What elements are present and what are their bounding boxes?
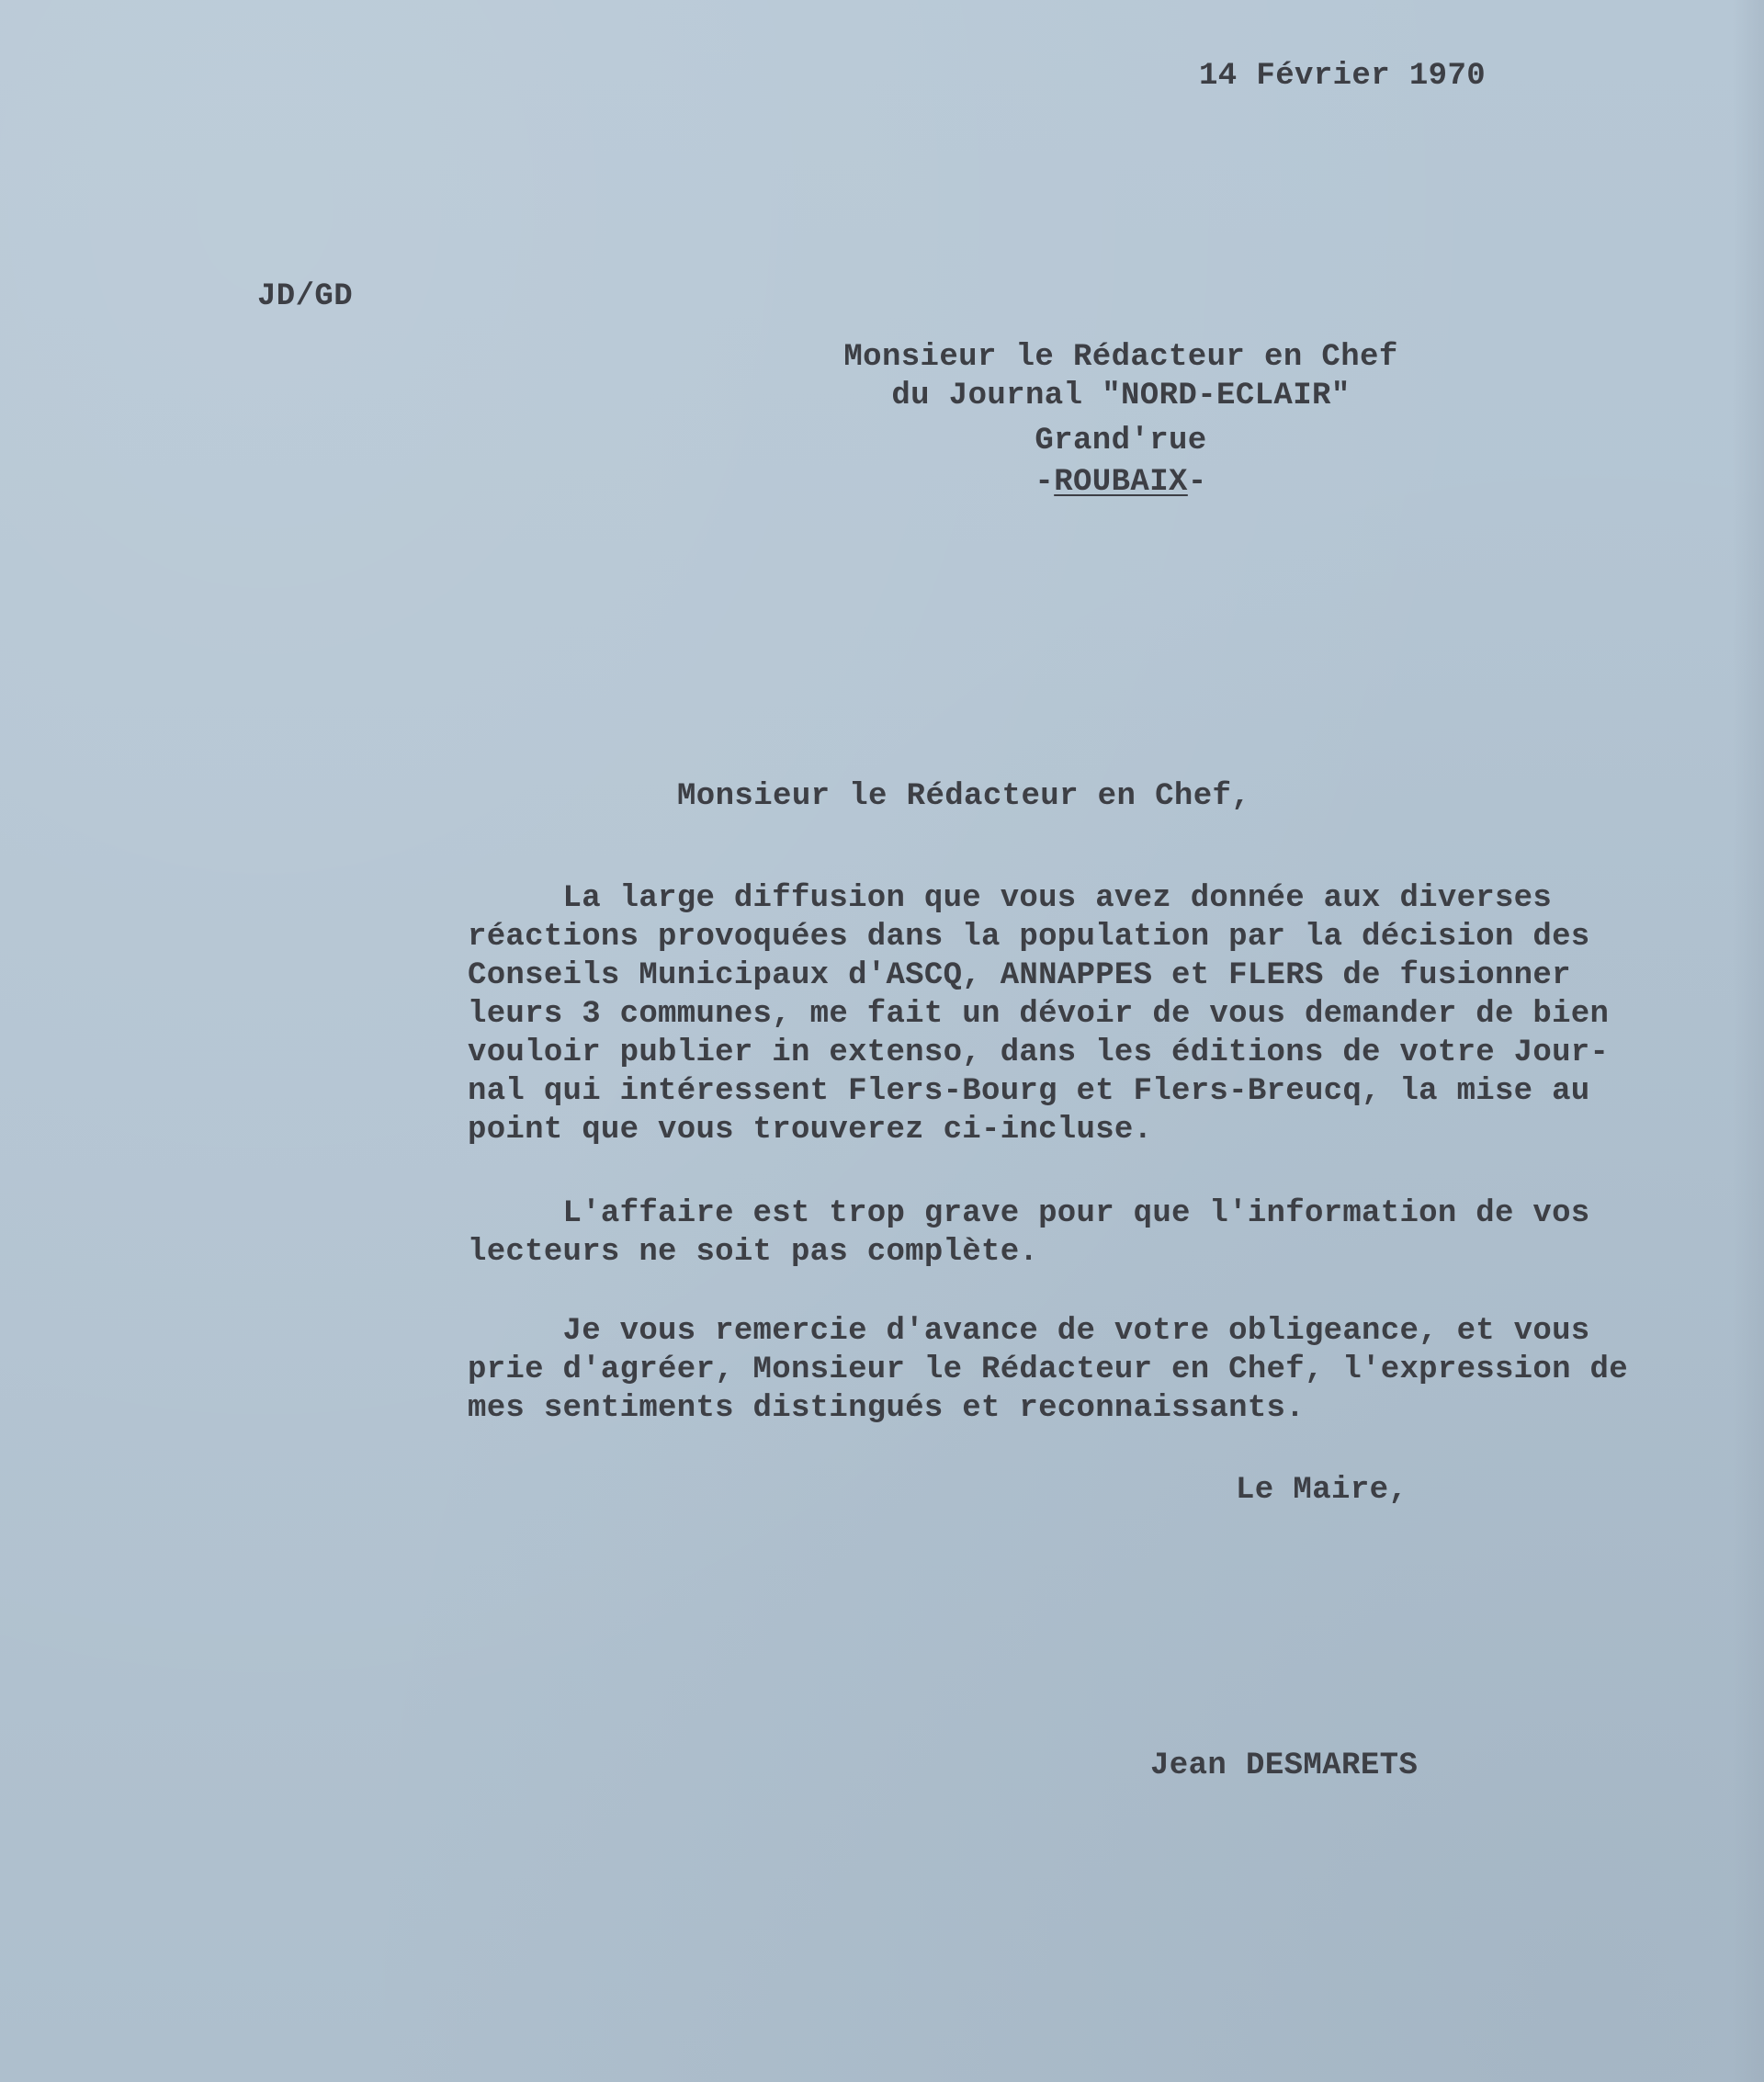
reference-initials: JD/GD (257, 279, 354, 314)
paragraph-1-line-5: vouloir publier in extenso, dans les éditions de votre Jour- (468, 1035, 1610, 1070)
city-suffix: - (1187, 465, 1207, 500)
recipient-line-3: Grand'rue (1035, 424, 1207, 458)
recipient-city (735, 463, 1507, 502)
city-name: ROUBAIX (1054, 465, 1188, 500)
paper-edge-shadow (1733, 0, 1764, 2082)
paragraph-1-line-6: nal qui intéressent Flers-Bourg et Flers-Breucq, la mise au (468, 1074, 1590, 1109)
city-prefix: - (1035, 465, 1055, 500)
salutation: Monsieur le Rédacteur en Chef, (677, 779, 1251, 814)
paragraph-1-line-4: leurs 3 communes, me fait un dévoir de vous demander de bien (468, 997, 1610, 1032)
signature-name: Jean DESMARETS (1150, 1748, 1419, 1783)
paragraph-2-line-2: lecteurs ne soit pas complète. (468, 1235, 1039, 1270)
paragraph-2-line-1: L'affaire est trop grave pour que l'information de vos (468, 1196, 1590, 1231)
paragraph-3-line-1: Je vous remercie d'avance de votre obligeance, et vous (468, 1314, 1590, 1349)
paragraph-1-line-2: réactions provoquées dans la population par la décision des (468, 920, 1590, 955)
recipient-line-1: Monsieur le Rédacteur en Chef (843, 340, 1398, 375)
signature-title: Le Maire, (1236, 1473, 1408, 1508)
paragraph-3-line-2: prie d'agréer, Monsieur le Rédacteur en Chef, l'expression de (468, 1352, 1628, 1387)
letter-date: 14 Février 1970 (1199, 59, 1487, 94)
paragraph-1-line-3: Conseils Municipaux d'ASCQ, ANNAPPES et FLERS de fusionner (468, 958, 1571, 993)
recipient-line-2: du Journal "NORD-ECLAIR" (891, 379, 1351, 413)
paragraph-1-line-7: point que vous trouverez ci-incluse. (468, 1113, 1153, 1148)
paragraph-3-line-3: mes sentiments distingués et reconnaissants. (468, 1391, 1305, 1426)
paragraph-1-line-1: La large diffusion que vous avez donnée aux diverses (468, 881, 1553, 916)
